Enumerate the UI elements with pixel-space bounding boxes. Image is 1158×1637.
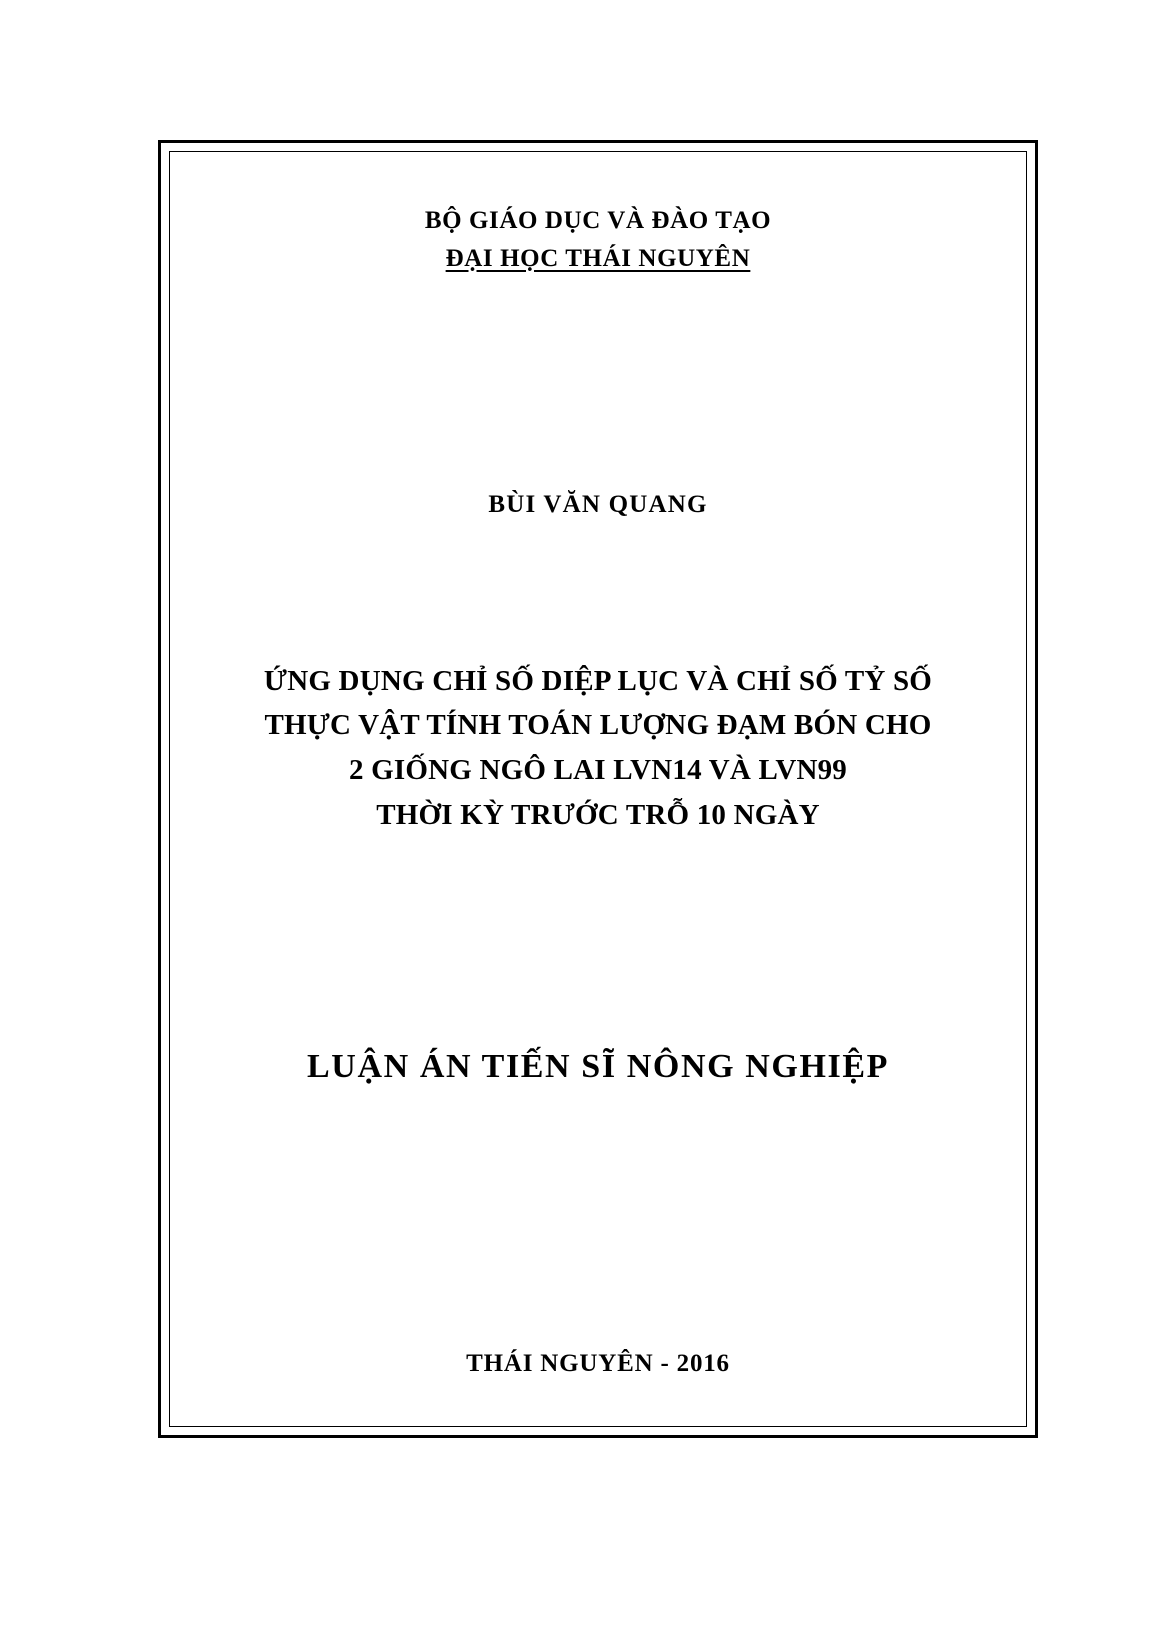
- ministry-line: BỘ GIÁO DỤC VÀ ĐÀO TẠO: [424, 207, 772, 234]
- page-border-outer: [158, 140, 1038, 1438]
- place-and-year: THÁI NGUYÊN - 2016: [466, 1350, 730, 1377]
- thesis-title: [224, 659, 972, 839]
- degree-label: LUẬN ÁN TIẾN SĨ NÔNG NGHIỆP: [307, 1048, 889, 1086]
- page-border-inner: [169, 151, 1027, 1427]
- thesis-title-line-1: ỨNG DỤNG CHỈ SỐ DIỆP LỤC VÀ CHỈ SỐ TỶ SỐ: [263, 664, 933, 697]
- university-line: ĐẠI HỌC THÁI NGUYÊN: [445, 244, 751, 272]
- thesis-title-line-4: THỜI KỲ TRƯỚC TRỖ 10 NGÀY: [376, 799, 820, 832]
- thesis-title-line-2: THỰC VẬT TÍNH TOÁN LƯỢNG ĐẠM BÓN CHO: [264, 709, 932, 742]
- title-page-content: [170, 152, 1026, 1426]
- thesis-title-line-3: 2 GIỐNG NGÔ LAI LVN14 VÀ LVN99: [348, 754, 848, 787]
- author-name: BÙI VĂN QUANG: [488, 490, 708, 518]
